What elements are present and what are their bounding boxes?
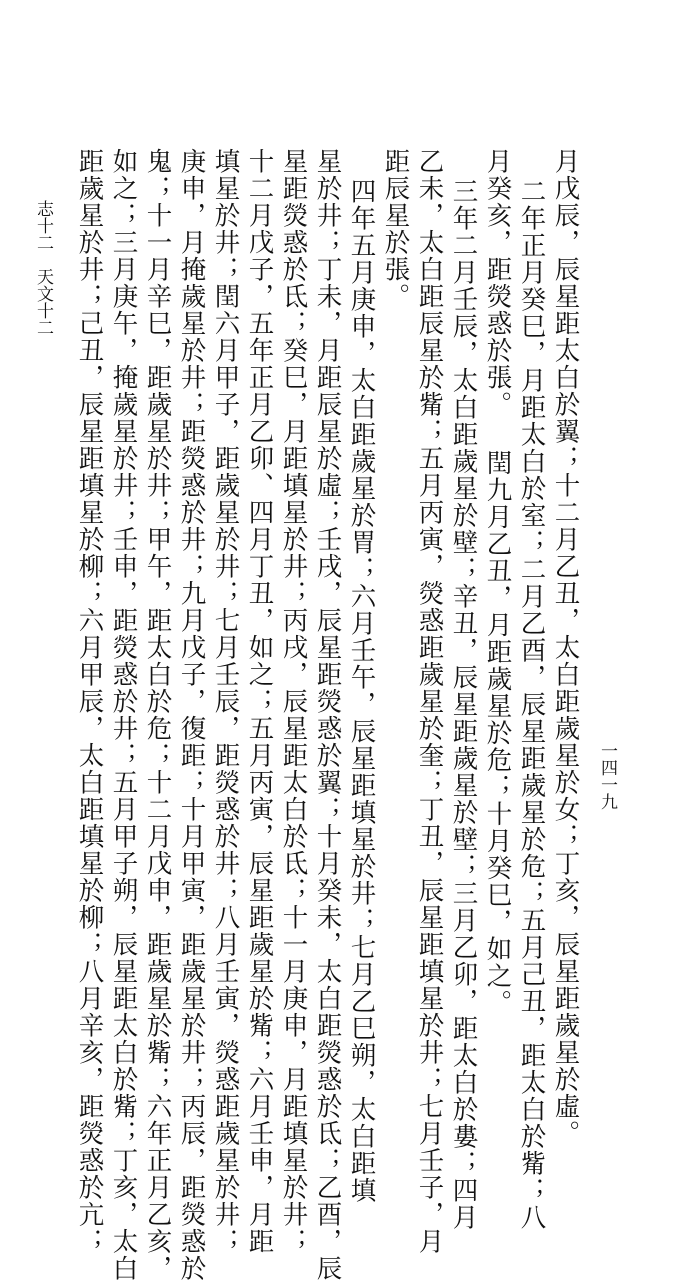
text-column-2: 二年正月癸巳，月距太白於室；二月乙酉，辰星距歲星於危；五月己丑，距太白於觜；八: [516, 178, 547, 1231]
text-column-7: 四年五月庚申，太白距歲星於胃；六月壬午，辰星距填星於井；七月乙巳朔，太白距填: [346, 178, 377, 1204]
text-column-12: 庚申，月掩歲星於井；距熒惑於井；九月戊子，復距；十月甲寅，距歲星於井；丙辰，距熒惑於: [176, 148, 207, 1282]
text-column-4: 三年二月壬辰，太白距歲星於壁；辛丑，辰星距歲星於壁；三月乙卯，距太白於婁；四月: [448, 178, 479, 1231]
text-column-10: 十二月戊子，五年正月乙卯、四月丁丑，如之；五月丙寅，辰星距歲星於觜；六月壬申，月距: [244, 148, 275, 1255]
running-head: 志十二 天文十二: [33, 200, 53, 336]
text-column-8: 星於井；丁未，月距辰星於虛；壬戌，辰星距熒惑於翼；十月癸未，太白距熒惑於氐；乙酉，辰: [312, 148, 343, 1282]
text-column-3: 月癸亥，距熒惑於張。 閏九月乙丑，月距歲星於危；十月癸巳，如之。: [482, 148, 513, 1017]
text-column-9: 星距熒惑於氐；癸巳，月距填星於井；丙戌，辰星距太白於氐；十一月庚申，月距填星於井；: [278, 148, 309, 1255]
text-column-6: 距辰星於張。: [380, 148, 411, 310]
text-column-14: 如之；三月庚午，掩歲星於井；壬申，距熒惑於井；五月甲子朔，辰星距太白於觜；丁亥，太白: [108, 148, 139, 1282]
text-column-15: 距歲星於井；己丑，辰星距填星於柳；六月甲辰，太白距填星於柳；八月辛亥，距熒惑於亢；: [74, 148, 105, 1255]
page-number: 一四一九: [597, 742, 617, 810]
text-column-1: 月戊辰，辰星距太白於翼；十二月乙丑，太白距歲星於女；丁亥，辰星距歲星於虛。: [550, 148, 581, 1147]
text-column-5: 乙未，太白距辰星於觜；五月丙寅，熒惑距歲星於奎；丁丑，辰星距填星於井；七月壬子，月: [414, 148, 445, 1255]
text-column-11: 填星於井；閏六月甲子，距歲星於井；七月壬辰，距熒惑於井；八月壬寅，熒惑距歲星於井；: [210, 148, 241, 1255]
text-column-13: 鬼；十一月辛巳，距歲星於井；甲午，距太白於危；十二月戊申，距歲星於觜；六年正月乙亥，: [142, 148, 173, 1282]
